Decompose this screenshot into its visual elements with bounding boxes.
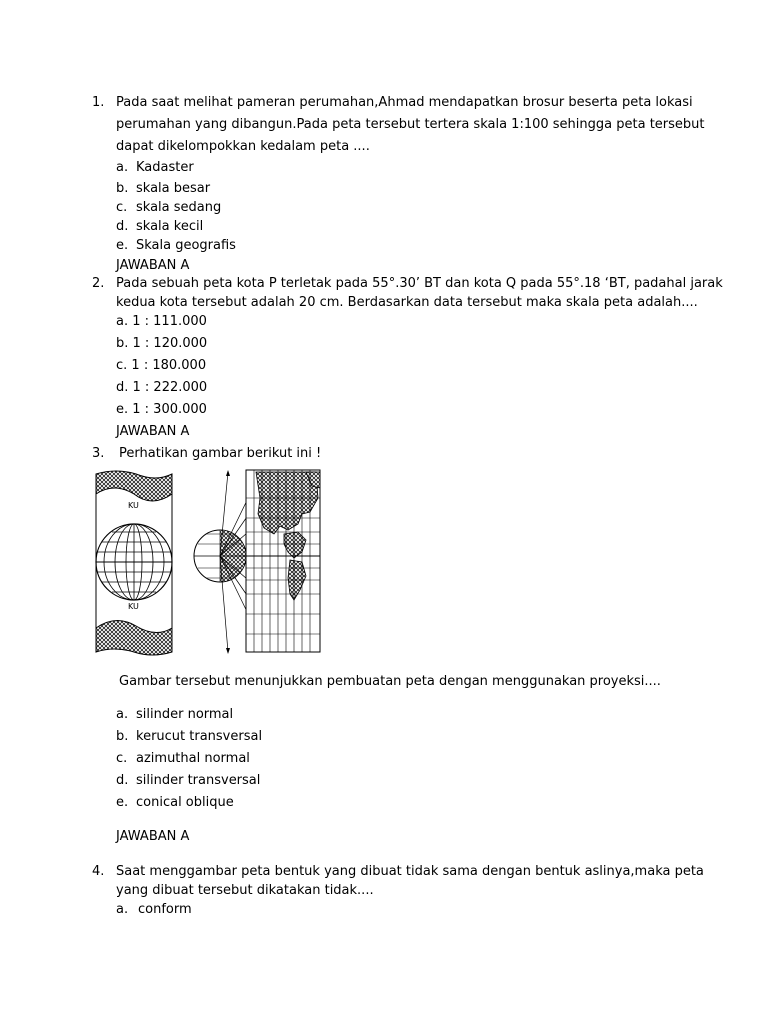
option-letter: e. <box>116 238 129 253</box>
question-text-line: Pada saat melihat pameran perumahan,Ahmad mendapatkan brosur beserta peta lokasi <box>116 95 693 110</box>
pole-label-bottom: KU <box>128 602 139 611</box>
option-letter: b. <box>116 181 129 196</box>
option-text: b. 1 : 120.000 <box>116 336 208 351</box>
option-text: e. 1 : 300.000 <box>116 402 207 417</box>
cylinder-diagram <box>96 471 172 655</box>
option-text: silinder transversal <box>136 773 261 788</box>
question-number: 3. <box>92 446 105 461</box>
projection-figure <box>88 468 338 656</box>
answer-key: JAWABAN A <box>116 829 190 844</box>
option-text: kerucut transversal <box>136 729 263 744</box>
question-text-line: kedua kota tersebut adalah 20 cm. Berdasarkan data tersebut maka skala peta adalah.... <box>116 295 698 310</box>
question-text-line: yang dibuat tersebut dikatakan tidak.... <box>116 883 374 898</box>
option-text: skala besar <box>136 181 211 196</box>
option-letter: e. <box>116 795 129 810</box>
option-text: skala sedang <box>136 200 222 215</box>
question-number: 1. <box>92 95 105 110</box>
map-grid <box>246 470 320 652</box>
option-text: conform <box>138 902 192 917</box>
option-letter: a. <box>116 707 129 722</box>
answer-key: JAWABAN A <box>116 424 190 439</box>
option-text: conical oblique <box>136 795 234 810</box>
option-text: Kadaster <box>136 160 194 175</box>
question-text-line: dapat dikelompokkan kedalam peta .... <box>116 139 370 154</box>
option-letter: c. <box>116 751 128 766</box>
option-letter: b. <box>116 729 129 744</box>
option-letter: d. <box>116 219 129 234</box>
question-text-line: perumahan yang dibangun.Pada peta tersebut tertera skala 1:100 sehingga peta tersebut <box>116 117 705 132</box>
question-text-line: Pada sebuah peta kota P terletak pada 55°.30’ BT dan kota Q pada 55°.18 ‘BT, padahal jarak <box>116 276 723 291</box>
option-letter: c. <box>116 200 128 215</box>
projection-rays <box>194 470 253 654</box>
question-number: 2. <box>92 276 105 291</box>
option-text: skala kecil <box>136 219 204 234</box>
question-number: 4. <box>92 864 105 879</box>
option-text: Skala geografis <box>136 238 236 253</box>
option-text: silinder normal <box>136 707 234 722</box>
question-text-line: Saat menggambar peta bentuk yang dibuat tidak sama dengan bentuk aslinya,maka peta <box>116 864 704 879</box>
option-text: a. 1 : 111.000 <box>116 314 207 329</box>
option-letter: a. <box>116 160 129 175</box>
option-letter: d. <box>116 773 129 788</box>
option-text: d. 1 : 222.000 <box>116 380 208 395</box>
pole-label-top: KU <box>128 501 139 510</box>
question-prompt: Perhatikan gambar berikut ini ! <box>119 446 322 461</box>
option-text: c. 1 : 180.000 <box>116 358 207 373</box>
option-letter: a. <box>116 902 129 917</box>
answer-key: JAWABAN A <box>116 258 190 273</box>
option-text: azimuthal normal <box>136 751 250 766</box>
question-statement: Gambar tersebut menunjukkan pembuatan peta dengan menggunakan proyeksi.... <box>119 674 661 689</box>
